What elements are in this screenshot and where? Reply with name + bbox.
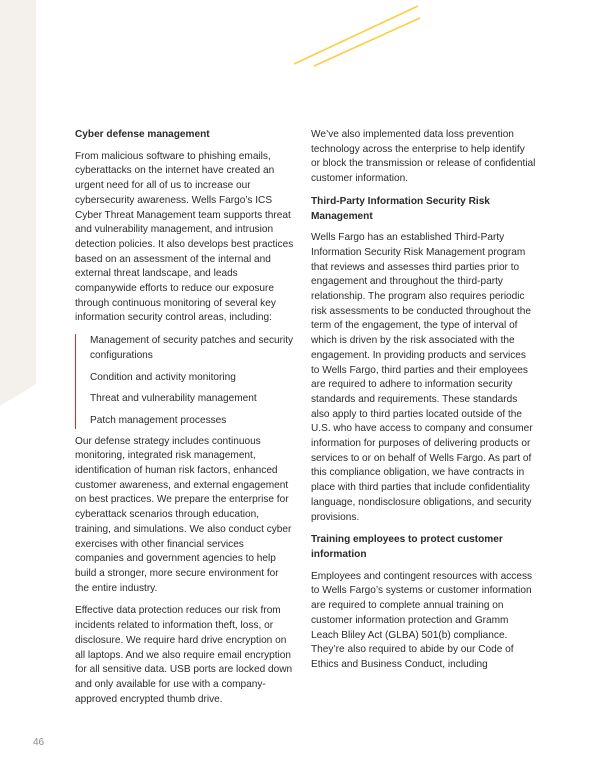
paragraph-cyber-intro: From malicious software to phishing emails, cyberattacks on the internet have created an urgent need for all of us to increase our cybersecurity awareness. Wells Fargo’s ICS Cyber Threat Management team supports threat and vulnerability management, and intrusion detection policies. It also develops best practices based on an assessment of the internal and external threat landscape, and leads companywide efforts to reduce our exposure through continuous monitoring of several key information security control areas, including: <box>75 150 294 324</box>
right-column <box>311 128 536 673</box>
paragraph-data-protection: Effective data protection reduces our risk from incidents related to information theft, loss, or disclosure. We require hard drive encryption on all laptops. And we also require email encryption for all sensitive data. USB ports are locked down and only available for use with a company-approved encrypted thumb drive. <box>75 605 293 705</box>
decorative-gold-lines <box>280 0 420 70</box>
heading-cyber-defense: Cyber defense management <box>75 129 210 140</box>
heading-third-party-risk: Third-Party Information Security Risk Management <box>311 195 490 222</box>
paragraph-third-party-risk: Wells Fargo has an established Third-Party Information Security Risk Management program that reviews and assesses third parties prior to engagement and throughout the third-party relationship. The program also requires periodic risk assessments to be conducted throughout the term of the engagement, the type of interval of which is driven by the risk associated with the engagement. In providing products and services to Wells Fargo, third parties and their employees are required to adhere to information security standards and requirements. These standards also apply to third parties located outside of the U.S. who have access to company and consumer information for purposes of delivering products or services to or on behalf of Wells Fargo. As part of this compliance obligation, we have contracts in place with third parties that include confidentiality language, nondisclosure obligations, and security provisions. <box>311 232 533 523</box>
page-number: 46 <box>33 737 45 748</box>
gold-line-lower <box>314 18 420 66</box>
list-item: Management of security patches and security configurations <box>90 335 294 361</box>
control-areas-list <box>75 334 295 429</box>
list-item: Condition and activity monitoring <box>90 371 236 383</box>
paragraph-data-loss-prevention: We’ve also implemented data loss prevention technology across the enterprise to help identify or block the transmission or release of confidential customer information. <box>311 129 536 185</box>
decorative-side-band <box>0 0 36 384</box>
left-column <box>75 128 295 707</box>
list-item: Threat and vulnerability management <box>90 393 257 405</box>
paragraph-training-employees: Employees and contingent resources with access to Wells Fargo’s systems or customer information are required to complete annual training on customer information protection and Gramm Leach Bliley Act (GLBA) 501(b) compliance. They’re also required to abide by our Code of Ethics and Business Conduct, including <box>311 570 533 670</box>
heading-training-employees: Training employees to protect customer information <box>311 534 503 560</box>
paragraph-defense-strategy: Our defense strategy includes continuous monitoring, integrated risk management, identification of human risk factors, enhanced customer awareness, and external engagement on best practices. We prepare the enterprise for cyberattack scenarios through education, training, and simulations. We also conduct cyber exercises with other financial services companies and government agencies to help build a stronger, more secure environment for the entire industry. <box>75 435 292 594</box>
list-item: Patch management processes <box>90 414 227 426</box>
gold-line-upper <box>294 6 418 64</box>
